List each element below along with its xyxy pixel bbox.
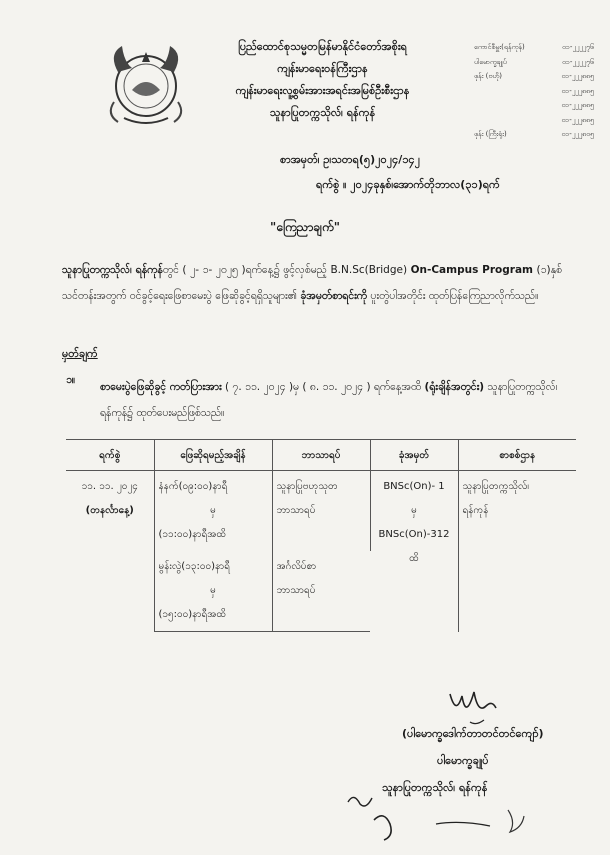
- header-date: ရက်စွဲ: [66, 440, 154, 471]
- letter-date: ရက်စွဲ ။ ၂၀၂၄ခုနှစ်၊အောက်တိုဘာလ(၃၁)ရက်: [316, 178, 500, 191]
- header-subject: ဘာသာရပ်: [272, 440, 370, 471]
- contact-row: ဖုန်း (ကြီးရုံး) ၀၁-၂၂၂၈၀၅: [474, 130, 594, 138]
- contact-row: ၀၁-၂၂၂၈၈၅: [561, 86, 594, 95]
- header-centre: စာစစ်ဌာန: [458, 440, 576, 471]
- header-roll: ခုံအမှတ်: [370, 440, 458, 471]
- signatory-role: ပါမောက္ခချုပ်: [437, 754, 489, 767]
- header-line-government: ပြည်ထောင်စုသမ္မတမြန်မာနိုင်ငံတော်အစိုးရ: [238, 40, 407, 53]
- header-line-ministry: ကျန်းမာရေးဝန်ကြီးဌာန: [277, 62, 368, 75]
- cell-centre: သူနာပြုတက္ကသိုလ်၊ ရန်ကုန်: [462, 481, 529, 516]
- header-line-department: ကျန်းမာရေးလူ့စွမ်းအားအရင်းအမြစ်ဦးစီးဌာန: [235, 84, 410, 97]
- exam-schedule-table: [66, 439, 576, 632]
- body-text-1: တွင် ( ၂- ၁- ၂၀၂၅ )ရက်နေ့၌ ဖွင့်လှစ်မည့် B.N.Sc(Bridge): [162, 264, 411, 276]
- contact-numbers: [474, 40, 594, 142]
- announcement-body: [62, 257, 562, 309]
- body-program: On-Campus Program: [410, 264, 533, 276]
- notes-heading: မှတ်ချက်: [62, 347, 98, 360]
- table-header-row: [66, 440, 576, 471]
- contact-row: ဖုန်း (ဗဟို) ၀၁-၂၂၂၈၈၅: [474, 72, 594, 80]
- cell-morning-time: နံနက်(၀၉:၀၀)နာရီ မှ (၁၁:၀၀)နာရီအထိ: [154, 471, 272, 552]
- body-text-2: (၁)နှစ် သင်တန်းအတွက် ဝင်ခွင့်ရေးဖြေစာမေးပွဲ ဖြေဆိုခွင့်ရရှိသူများ၏: [62, 264, 562, 302]
- contact-row: ကောင်စီမှူး(ရန်ကုန်) ၀၁-၂၂၂၂၇၆: [474, 43, 594, 51]
- announcement-title: "ကြေညာချက်": [270, 220, 340, 234]
- body-university: သူနာပြုတက္ကသိုလ်၊ ရန်ကုန်: [62, 264, 163, 276]
- table-row: [66, 471, 576, 552]
- cell-afternoon-subject: အင်္ဂလိပ်စာ ဘာသာရပ်: [272, 551, 370, 632]
- signatory-name: (ပါမောက္ခဒေါက်တာတင်တင်ကျော်): [402, 727, 544, 740]
- note-text: စာမေးပွဲဖြေဆိုခွင့် ကတ်ပြားအား ( ၇. ၁၁. ၂၀၂၄ )မှ ( ၈. ၁၁. ၂၀၂၄ ) ရက်နေ့အထိ (ရုံးချိန်အတွင်း) သူနာပြုတက္ကသိုလ်၊ ရန်ကုန်၌ ထုတ်ပေးမည်ဖြစ်သည်။: [100, 381, 558, 419]
- cell-date: ၁၁. ၁၁. ၂၀၂၄ (တနင်္လာနေ့): [66, 471, 154, 632]
- body-text-3: ပူးတွဲပါအတိုင်း ထုတ်ပြန်ကြေညာလိုက်သည်။: [367, 290, 539, 302]
- contact-row: ၀၁-၂၂၂၈၈၅: [561, 115, 594, 124]
- cell-afternoon-time: မွန်းလွဲ(၁၃:၀၀)နာရီ မှ (၁၅:၀၀)နာရီအထိ: [154, 551, 272, 632]
- cell-roll: BNSc(On)- 1 မှ BNSc(On)-312 ထိ: [370, 471, 458, 632]
- cell-morning-subject: သူနာပြုဗဟုသုတ ဘာသာရပ်: [272, 471, 370, 552]
- signatory-organisation: သူနာပြုတက္ကသိုလ်၊ ရန်ကုန်: [382, 781, 488, 794]
- letterhead: [200, 36, 445, 124]
- header-line-university: သူနာပြုတက္ကသိုလ်၊ ရန်ကုန်: [269, 106, 376, 119]
- contact-row: ၀၁-၂၂၂၈၈၅: [561, 101, 594, 109]
- body-roll-list: ခုံအမှတ်စာရင်းကို: [300, 290, 368, 302]
- state-emblem-icon: [96, 32, 196, 132]
- note-number: ၁။: [66, 374, 76, 386]
- signature-mark-icon: [440, 686, 520, 730]
- handwritten-mark-icon: [340, 780, 540, 850]
- contact-row: ပါမောက္ခချုပ် ၀၁-၂၂၂၂၇၆: [474, 57, 594, 66]
- letter-number: စာအမှတ်၊ ဥ၊သတရ(၅)၂၀၂၄/၁၄၂: [280, 153, 421, 166]
- header-time: ဖြေဆိုရမည့်အချိန်: [154, 440, 272, 471]
